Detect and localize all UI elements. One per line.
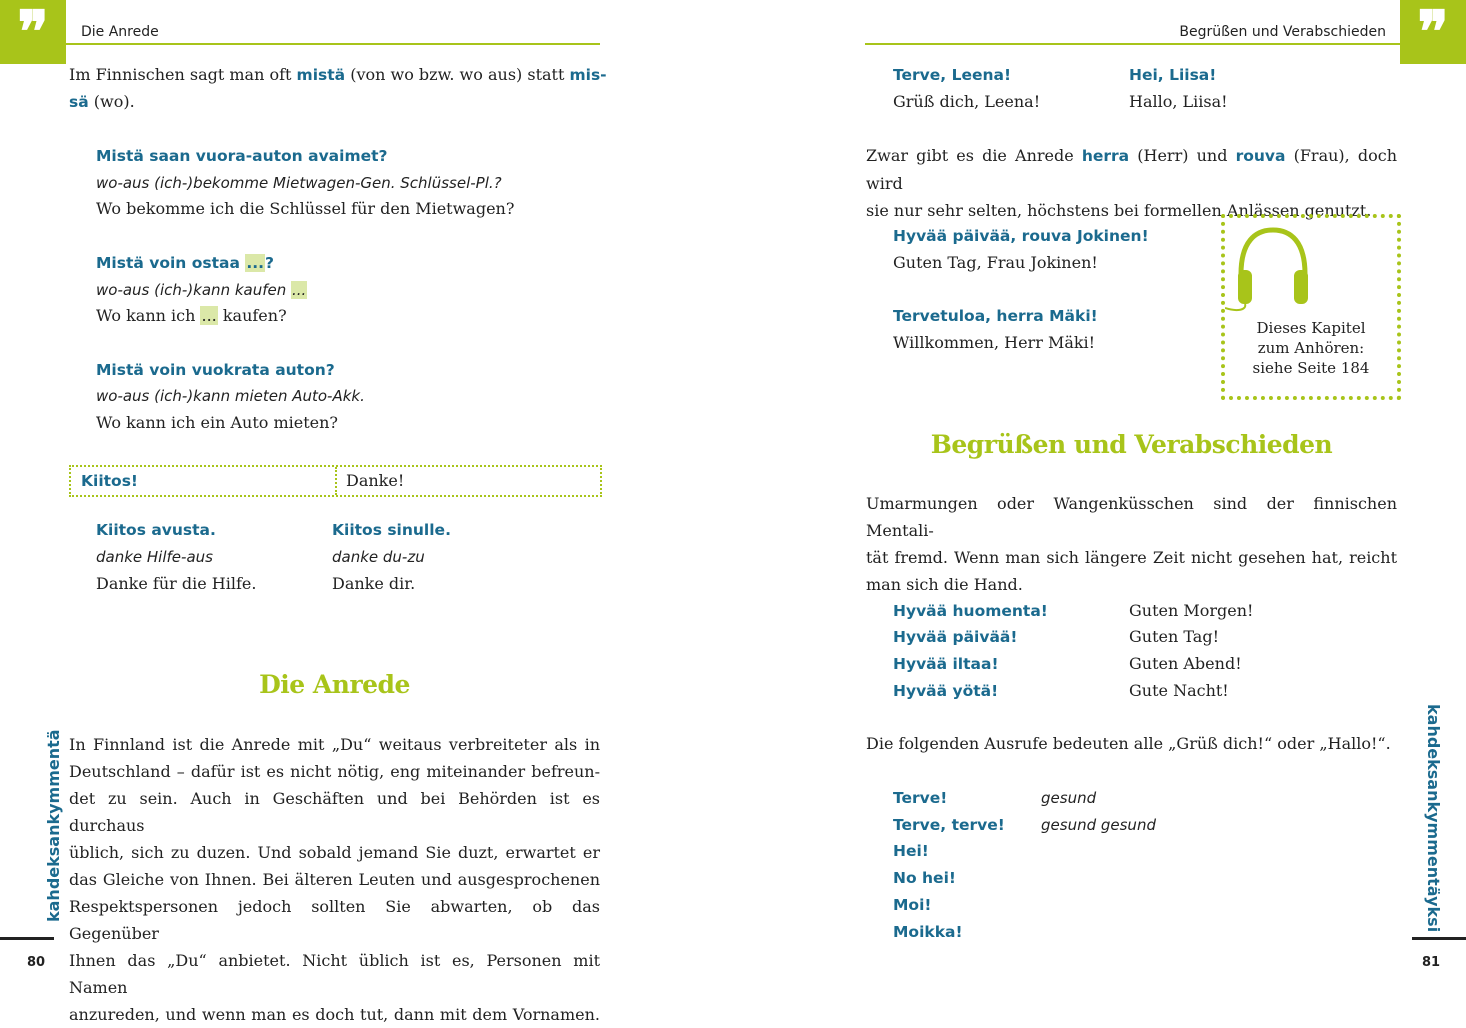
footer-rule-right [1412,937,1466,940]
thanks-gloss: danke Hilfe-aus [96,548,213,566]
running-header-left: Die Anrede [81,24,159,40]
interjection-gloss: gesund [1041,789,1097,807]
example-german [96,306,287,326]
intro-line-1 [69,65,607,85]
example-german: Wo bekomme ich die Schlüssel für den Mietwagen? [96,199,515,218]
audio-caption-line: zum Anhören: [1257,339,1365,357]
paragraph-line: Respektspersonen jedoch sollten Sie abwarten, ob das Gegenüber [69,897,600,943]
daytime-finnish: Hyvää yötä! [893,682,999,700]
example-finnish [96,253,274,273]
vocab-divider [335,467,337,495]
keyword-mista: mistä [296,66,346,84]
thanks-finnish: Kiitos sinulle. [332,521,451,539]
audio-box[interactable] [1221,214,1401,400]
greet-finnish: Hei, Liisa! [1129,66,1217,84]
example-finnish: Mistä saan vuora-auton avaimet? [96,147,388,165]
paragraph-line: Umarmungen oder Wangenküsschen sind der finnischen Mentali- [866,494,1397,540]
greet-finnish: Terve, Leena! [893,66,1012,84]
intro-text: (wo). [88,92,135,111]
example-gloss: wo-aus (ich-)kann mieten Auto-Akk. [96,387,365,405]
intro-text: Im Finnischen sagt man oft [69,65,297,84]
interjection-intro: Die folgenden Ausrufe bedeuten alle „Grüß dich!“ oder „Hallo!“. [866,734,1391,753]
para-text: (Herr) und [1129,146,1236,165]
section-title-greeting: Begrüßen und Verabschieden [930,430,1333,459]
paragraph-line: Ihnen das „Du“ anbietet. Nicht üblich ist es, Personen mit Namen [69,951,600,997]
para-text: Zwar gibt es die Anrede [866,146,1082,165]
header-rule-left [66,43,600,45]
interjection-finnish: Hei! [893,842,929,860]
paragraph-line: man sich die Hand. [866,575,1023,594]
page-number-right: 81 [1422,955,1441,970]
greet-german: Hallo, Liisa! [1129,92,1228,111]
keyword-rouva: rouva [1235,147,1286,165]
paragraph-line: det zu sein. Auch in Geschäften und bei Behörden ist es durchaus [69,789,600,835]
example-text: Mistä voin ostaa [96,254,246,272]
example-german: Wo kann ich ein Auto mieten? [96,413,338,432]
daytime-finnish: Hyvää iltaa! [893,655,999,673]
paragraph-line: üblich, sich zu duzen. Und sobald jemand Sie duzt, erwartet er [69,843,600,862]
daytime-german: Guten Tag! [1129,627,1220,646]
formal-finnish: Tervetuloa, herra Mäki! [893,307,1098,325]
example-text: ? [265,254,274,272]
greeting-paragraph [866,490,1397,598]
daytime-finnish: Hyvää huomenta! [893,602,1048,620]
paragraph-line: tät fremd. Wenn man sich längere Zeit nicht gesehen hat, reicht [866,548,1397,567]
paragraph-line: anzureden, und wenn man es doch tut, dann mit dem Vornamen. [69,1005,600,1024]
thanks-finnish: Kiitos avusta. [96,521,216,539]
vocab-german: Danke! [346,471,405,490]
greet-german: Grüß dich, Leena! [893,92,1041,111]
herra-rouva-paragraph [866,142,1397,224]
daytime-finnish: Hyvää päivää! [893,628,1018,646]
paragraph-line: Deutschland – dafür ist es nicht nötig, eng miteinander befreun- [69,762,600,781]
vocab-box [69,465,602,497]
headphones-icon [1225,222,1321,314]
german-text: kaufen? [217,306,287,325]
intro-text: (von wo bzw. wo aus) statt [345,65,570,84]
thanks-german: Danke für die Hilfe. [96,574,257,593]
page-number-left: 80 [27,955,46,970]
interjection-finnish: No hei! [893,869,956,887]
interjection-finnish: Moi! [893,896,932,914]
example-finnish: Mistä voin vuokrata auton? [96,361,335,379]
quote-icon: ❞ [1400,0,1466,64]
daytime-german: Guten Abend! [1129,654,1242,673]
interjection-finnish: Terve! [893,789,948,807]
interjection-finnish: Terve, terve! [893,816,1005,834]
running-header-right: Begrüßen und Verabschieden [1179,24,1386,40]
gloss-text: wo-aus (ich-)kann kaufen [96,281,292,299]
quote-icon: ❞ [0,0,66,64]
daytime-german: Gute Nacht! [1129,681,1229,700]
paragraph-line: In Finnland ist die Anrede mit „Du“ weitaus verbreiteter als in [69,735,600,754]
header-rule-right [865,43,1400,45]
intro-line-2 [69,92,135,112]
formal-german: Guten Tag, Frau Jokinen! [893,253,1098,272]
example-gloss [96,280,307,300]
daytime-german: Guten Morgen! [1129,601,1254,620]
german-text: Wo kann ich [96,306,201,325]
keyword-herra: herra [1081,147,1130,165]
side-label-right: kahdeksankymmentäyksi [1424,704,1443,933]
paragraph-line: das Gleiche von Ihnen. Bei älteren Leuten und ausgesprochenen [69,870,600,889]
thanks-gloss: danke du-zu [332,548,425,566]
placeholder-highlight: ... [246,254,264,272]
audio-caption-line: Dieses Kapitel [1256,319,1366,337]
example-gloss: wo-aus (ich-)bekomme Mietwagen-Gen. Schlüssel-Pl.? [96,174,502,192]
interjection-finnish: Moikka! [893,923,963,941]
audio-caption [1225,318,1397,378]
para-text: (Frau), doch wird [866,146,1398,193]
paragraph-line: sie nur sehr selten, höchstens bei formellen Anlässen genutzt. [866,201,1372,220]
interjection-gloss: gesund gesund [1041,816,1156,834]
paragraph-line [866,142,1397,197]
placeholder-highlight: ... [292,281,307,299]
formal-finnish: Hyvää päivää, rouva Jokinen! [893,227,1149,245]
vocab-finnish: Kiitos! [81,472,138,490]
side-label-left: kahdeksankymmentä [44,729,63,922]
anrede-paragraph [69,731,600,1028]
formal-german: Willkommen, Herr Mäki! [893,333,1096,352]
thanks-german: Danke dir. [332,574,416,593]
footer-rule-left [0,937,54,940]
section-title-anrede: Die Anrede [259,670,410,699]
placeholder-highlight: ... [201,306,217,325]
audio-caption-line: siehe Seite 184 [1252,359,1370,377]
keyword-missa: mis- [569,66,607,84]
keyword-missa-end: sä [69,93,89,111]
